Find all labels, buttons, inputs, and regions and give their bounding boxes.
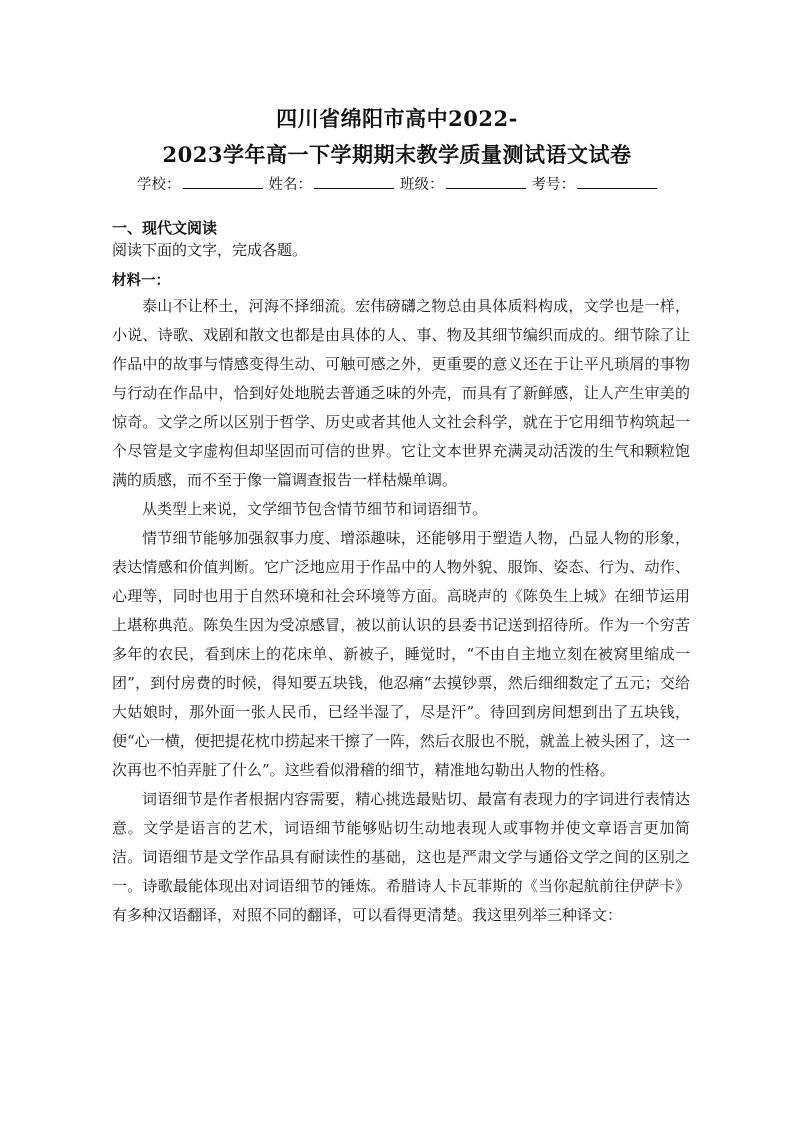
paragraph: 从类型上来说，文学细节包含情节细节和词语细节。 bbox=[142, 500, 488, 518]
exam-number-field[interactable] bbox=[532, 173, 658, 194]
material-body bbox=[112, 292, 690, 930]
name-blank[interactable] bbox=[314, 176, 394, 189]
exam-title-line-2: 2023学年高一下学期期末教学质量测试语文试卷 bbox=[162, 142, 632, 167]
name-label: 姓名： bbox=[268, 177, 312, 193]
reading-instruction: 阅读下面的文字，完成各题。 bbox=[112, 241, 308, 259]
exam-number-blank[interactable] bbox=[577, 176, 657, 189]
paragraph: 情节细节能够加强叙事力度、增添趣味，还能够用于塑造人物，凸显人物的形象，表达情感和价值判断。它广泛地应用于作品中的人物外貌、服饰、姿态、行为、动作、心理等，同时也用于自然环境和社会环境等方面。高晓声的《陈奂生上城》在细节运用上堪称典范。陈奂生因为受凉感冒，被以前认识的县委书记送到招待所。作为一个穷苦多年的农民，看到床上的花床单、新被子，睡觉时，“不由自主地立刻在被窝里缩成一团”，到付房费的时候，得知要五块钱，他忍痛“去摸钞票，然后细细数定了五元；交给大姑娘时，那外面一张人民币，已经半湿了，尽是汗”。待回到房间想到出了五块钱，便“心一横，便把提花枕巾捞起来干擦了一阵，然后衣服也不脱，就盖上被头困了，这一次再也不怕弄脏了什么”。这些看似滑稽的细节，精准地勾勒出人物的性格。 bbox=[112, 529, 690, 779]
exam-title-line-1: 四川省绵阳市高中2022- bbox=[276, 106, 518, 131]
exam-number-label: 考号： bbox=[531, 177, 575, 193]
class-blank[interactable] bbox=[446, 176, 526, 189]
name-field[interactable] bbox=[269, 173, 395, 194]
school-blank[interactable] bbox=[183, 176, 263, 189]
paragraph: 词语细节是作者根据内容需要，精心挑选最贴切、最富有表现力的字词进行表情达意。文学是语言的艺术，词语细节能够贴切生动地表现人或事物并使文章语言更加简洁。词语细节是文学作品具有耐读性的基础，这也是严肃文学与通俗文学之间的区别之一。诗歌最能体现出对词语细节的锤炼。希腊诗人卡瓦菲斯的《当你起航前往伊萨卡》有多种汉语翻译，对照不同的翻译，可以看得更清楚。我这里列举三种译文： bbox=[112, 790, 690, 924]
paragraph: 泰山不让杯土，河海不择细流。宏伟磅礴之物总由具体质料构成，文学也是一样，小说、诗歌、戏剧和散文也都是由具体的人、事、物及其细节编织而成的。细节除了让作品中的故事与情感变得生动、可触可感之外，更重要的意义还在于让平凡琐屑的事物与行动在作品中，恰到好处地脱去普通乏味的外壳，而具有了新鲜感，让人产生审美的惊奇。文学之所以区别于哲学、历史或者其他人文社会科学，就在于它用细节构筑起一个尽管是文字虚构但却坚固而可信的世界。它让文本世界充满灵动活泼的生气和颗粒饱满的质感，而不至于像一篇调查报告一样枯燥单调。 bbox=[112, 297, 690, 489]
school-field[interactable] bbox=[137, 173, 263, 194]
class-label: 班级： bbox=[400, 177, 444, 193]
school-label: 学校： bbox=[137, 177, 181, 193]
student-info-row bbox=[0, 173, 794, 194]
material-label: 材料一： bbox=[112, 273, 170, 289]
section-heading: 一、现代文阅读 bbox=[112, 219, 218, 237]
class-field[interactable] bbox=[400, 173, 526, 194]
